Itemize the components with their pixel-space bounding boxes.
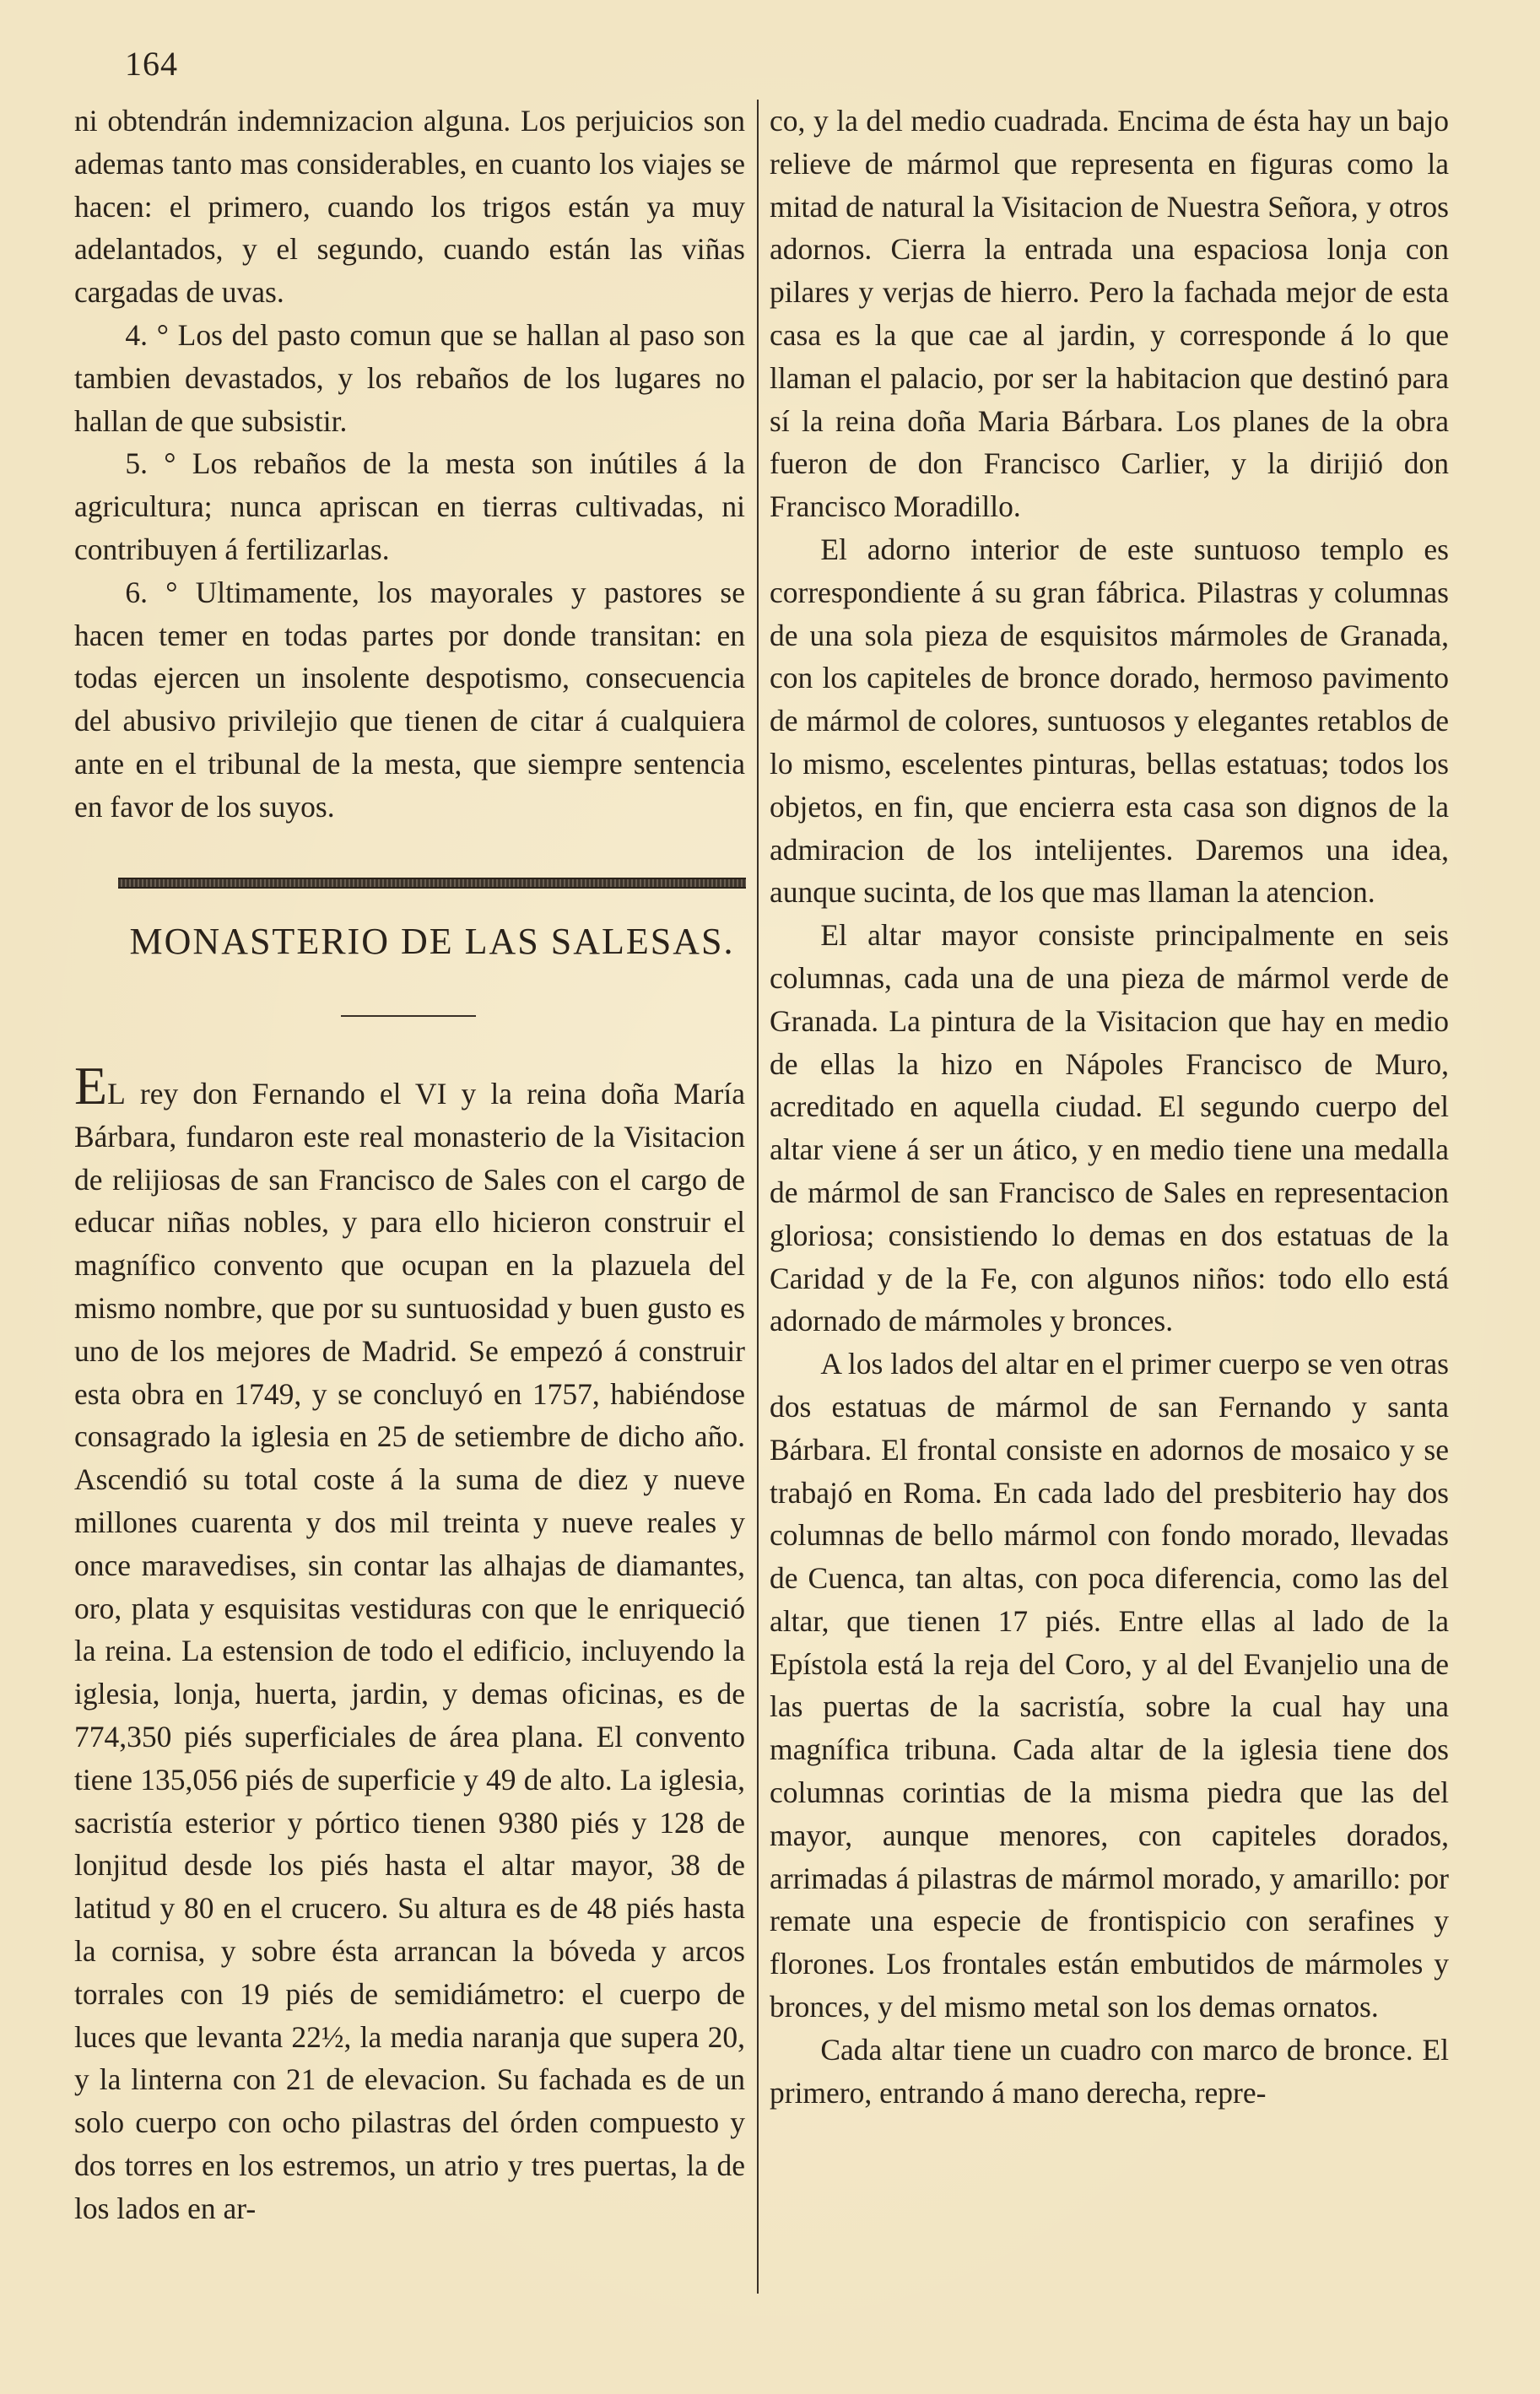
paragraph: Cada altar tiene un cuadro con marco de bronce. El primero, entrando á mano derecha, repre- <box>770 2032 1449 2110</box>
column-divider <box>757 100 759 2294</box>
page-number: 164 <box>125 45 178 83</box>
paragraph: El altar mayor consiste principalmente en seis columnas, cada una de una pieza de mármol verde de Granada. La pintura de la Visitacion que hay en medio de ellas la hizo en Nápoles Francisco de Muro, acreditado en aquella ciudad. El segundo cuerpo del altar viene á ser un ático, y en medio tiene una medalla de mármol de san Francisco de Sales en representacion gloriosa; consistiendo lo demas en dos estatuas de la Caridad y de la Fe, con algunos niños: todo ello está adornado de mármoles y bronces. <box>770 918 1449 1338</box>
paragraph-opening <box>74 1056 745 2230</box>
paragraph: 4. ° Los del pasto comun que se hallan al paso son tambien devastados, y los rebaños de los lugares no hallan de que subsistir. <box>74 317 745 438</box>
paragraph: A los lados del altar en el primer cuerpo se ven otras dos estatuas de mármol de san Fernando y santa Bárbara. El frontal consiste en adornos de mosaico y se trabajó en Roma. En cada lado del presbiterio hay dos columnas de bello mármol con fondo morado, llevadas de Cuenca, tan altas, con poca diferencia, como las del altar, que tienen 17 piés. Entre ellas al lado de la Epístola está la reja del Coro, y al del Evanjelio una de las puertas de la sacristía, sobre la cual hay una magnífica tribuna. Cada altar de la iglesia tiene dos columnas corintias de la misma piedra que las del mayor, aunque menores, con capiteles dorados, arrimadas á pilastras de mármol morado, y amarillo: por remate una especie de frontispicio con serafines y florones. Los frontales están embutidos de mármoles y bronces, y del mismo metal son los demas ornatos. <box>770 1347 1449 2024</box>
title-underline-rule <box>341 1015 476 1017</box>
dropcap: E <box>74 1056 108 1116</box>
paragraph: ni obtendrán indemnizacion alguna. Los perjuicios son ademas tanto mas considerables, en cuanto los viajes se hacen: el primero, cuando los trigos están ya muy adelantados, y el segundo, cuando están las viñas cargadas de uvas. <box>74 104 745 310</box>
section-ornament-rule <box>118 878 746 889</box>
paragraph: 5. ° Los rebaños de la mesta son inútiles á la agricultura; nunca apriscan en tierras cultivadas, ni contribuyen á fertilizarlas. <box>74 446 745 566</box>
section-title: MONASTERIO DE LAS SALESAS. <box>129 921 735 962</box>
left-column-body <box>74 1056 745 2230</box>
opening-text: rey don Fernando el VI y la reina doña María Bárbara, fundaron este real monasterio de la Visitacion de relijiosas de san Francisco de Sales con el cargo de educar niñas nobles, y para ello hicieron construir el magnífico convento que ocupan en la plazuela del mismo nombre, que por su suntuosidad y buen gusto es uno de los mejores de Madrid. Se empezó á construir esta obra en 1749, y se concluyó en 1757, habiéndose consagrado la iglesia en 25 de setiembre de dicho año. Ascendió su total coste á la suma de diez y nueve millones cuarenta y dos mil treinta y nueve reales y once maravedises, sin contar las alhajas de diamantes, oro, plata y esquisitas vestiduras con que le enriqueció la reina. La estension de todo el edificio, incluyendo la iglesia, lonja, huerta, jardin, y demas oficinas, es de 774,350 piés superficiales de área plana. El convento tiene 135,056 piés de superficie y 49 de alto. La iglesia, sacristía esterior y pórtico tienen 9380 piés y 128 de lonjitud desde los piés hasta el altar mayor, 38 de latitud y 80 en el crucero. Su altura es de 48 piés hasta la cornisa, y sobre ésta arrancan la bóveda y arcos torrales con 19 piés de semidiámetro: el cuerpo de luces que levanta 22½, la media naranja que supera 20, y la linterna con 21 de elevacion. Su fachada es de un solo cuerpo con ocho pilastras del órden compuesto y dos torres en los estremos, un atrio y tres puertas, la de los lados en ar- <box>74 1077 745 2225</box>
dropcap-rest: L <box>107 1077 126 1111</box>
right-column <box>770 100 1449 2114</box>
paragraph: El adorno interior de este suntuoso templo es correspondiente á su gran fábrica. Pilastras y columnas de una sola pieza de esquisitos mármoles de Granada, con los capiteles de bronce dorado, hermoso pavimento de mármol de colores, suntuosos y elegantes retablos de lo mismo, escelentes pinturas, bellas estatuas; todos los objetos, en fin, que encierra esta casa son dignos de la admiracion de los intelijentes. Daremos una idea, aunque sucinta, de los que mas llaman la atencion. <box>770 532 1449 910</box>
left-column-top <box>74 100 745 829</box>
paragraph: co, y la del medio cuadrada. Encima de ésta hay un bajo relieve de mármol que representa en figuras como la mitad de natural la Visitacion de Nuestra Señora, y otros adornos. Cierra la entrada una espaciosa lonja con pilares y verjas de hierro. Pero la fachada mejor de esta casa es la que cae al jardin, y corresponde á lo que llaman el palacio, por ser la habitacion que destinó para sí la reina doña Maria Bárbara. Los planes de la obra fueron de don Francisco Carlier, y la dirijió don Francisco Moradillo. <box>770 104 1449 524</box>
paragraph: 6. ° Ultimamente, los mayorales y pastores se hacen temer en todas partes por donde transitan: en todas ejercen un insolente despotismo, consecuencia del abusivo privilejio que tienen de citar á cualquiera ante en el tribunal de la mesta, que siempre sentencia en favor de los suyos. <box>74 575 745 824</box>
